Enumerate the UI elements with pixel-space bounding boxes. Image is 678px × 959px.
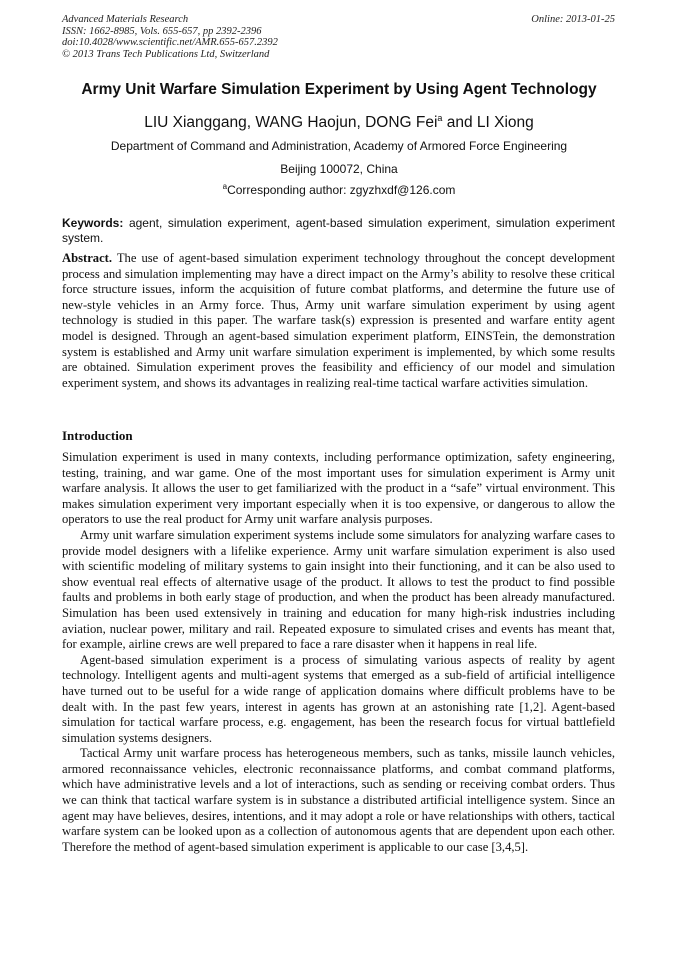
affiliation-city: Beijing 100072, China xyxy=(280,162,398,176)
affiliation-department: Department of Command and Administration, Academy of Armored Force Engineering xyxy=(110,139,568,153)
copyright-line: © 2013 Trans Tech Publications Ltd, Switzerland xyxy=(62,48,270,60)
intro-paragraph-4: Tactical Army unit warfare process has heterogeneous members, such as tanks, missile launch vehicles, armored reconnaissance vehicles, electronic reconnaissance platforms, and combat command platforms, which have administrative levels and a lot of interactions, such as sending or receiving combat orders. Thus we can think that tactical warfare system is in substance a distributed artificial intelligence system. Since an agent may have believes, desires, intentions, and it may adopt a role or have relationships with others, tactical warfare system can be looked upon as a collection of autonomous agents that are dependent upon each other. Therefore the method of agent-based simulation experiment is applicable to our case [3,4,5]. xyxy=(62,746,615,854)
issn-line: ISSN: 1662-8985, Vols. 655-657, pp 2392-2396 xyxy=(62,25,262,37)
abstract-text: The use of agent-based simulation experiment technology throughout the concept development process and simulation implementing may have a direct impact on the Army’s ability to resolve these critical force structure issues, inform the acquisition of future combat platforms, and determine the future use of new-style vehicles in an Army force. Thus, Army unit warfare simulation experiment by using agent technology is studied in this paper. The warfare task(s) expression is presented and warfare entity agent model is designed. Through an agent-based simulation experiment platform, EINSTein, the demonstration system is established and Army unit warfare simulation experiment is implemented, by which some results are obtained. Simulation experiment proves the feasibility and efficiency of our model and simulation experiment system, and shows its advantages in realizing real-time tactical warfare activities simulation. xyxy=(62,251,615,390)
intro-paragraph-3: Agent-based simulation experiment is a process of simulating various aspects of reality by agent technology. Intelligent agents and multi-agent systems that emerged as a sub-field of artificial intelligence have turned out to be useful for a wide range of application domains where difficult problems have to be dealt with. In the past few years, interest in agents has grown at an astonishing rate [1,2]. Agent-based simulation for tactical warfare process, e.g. engagement, has been the research focus for virtual battlefield simulation systems designers. xyxy=(62,652,615,745)
doi-line: doi:10.4028/www.scientific.net/AMR.655-657.2392 xyxy=(62,37,278,49)
abstract xyxy=(62,251,615,391)
introduction-body xyxy=(62,450,615,855)
online-date: Online: 2013-01-25 xyxy=(531,14,615,25)
authors-main: LIU Xianggang, WANG Haojun, DONG Fei xyxy=(144,114,438,132)
abstract-label: Abstract. xyxy=(62,251,113,265)
keywords xyxy=(62,216,615,245)
corresponding-email: Corresponding author: zgyzhxdf@126.com xyxy=(227,183,456,197)
section-heading-introduction: Introduction xyxy=(62,428,133,443)
author-list xyxy=(40,113,638,132)
intro-paragraph-1: Simulation experiment is used in many contexts, including performance optimization, safety engineering, testing, training, and war game. One of the most important uses for simulation experiment is Army unit warfare analysis. It allows the user to get familiarized with the product in a “safe” virtual environment. This makes simulation experiment very important especially when it is too expensive, or dangerous to allow the operators to use the real product for Army unit warfare analysis purposes. xyxy=(62,450,615,527)
journal-name: Advanced Materials Research xyxy=(62,14,189,25)
journal-header xyxy=(62,14,615,60)
intro-paragraph-2: Army unit warfare simulation experiment systems include some simulators for analyzing warfare cases to provide model designers with a lifelike experience. Army unit warfare simulation experiment is also used with scientific modeling of military systems to gain insight into their functioning, and it can be also used to show eventual real effects of alternative usage of the product. It allows to test the product to find possible faults and problems in both early stage of production, and when the product has been already manufactured. Simulation has been used extensively in training and education for many high-risk industries including aviation, nuclear power, military and rail. Repeated exposure to simulated crises and events has meant that, for example, airline crews are well prepared to face a rare disaster when it happens in real life. xyxy=(62,527,615,652)
author-affiliation-mark: a xyxy=(437,113,443,123)
keywords-label: Keywords: xyxy=(62,216,124,230)
authors-last: and LI Xiong xyxy=(442,114,534,132)
paper-title: Army Unit Warfare Simulation Experiment by Using Agent Technology xyxy=(81,81,597,98)
corresponding-author xyxy=(40,182,638,197)
corresponding-mark: a xyxy=(222,182,228,191)
keywords-text: agent, simulation experiment, agent-based simulation experiment, simulation experiment system. xyxy=(62,216,615,245)
